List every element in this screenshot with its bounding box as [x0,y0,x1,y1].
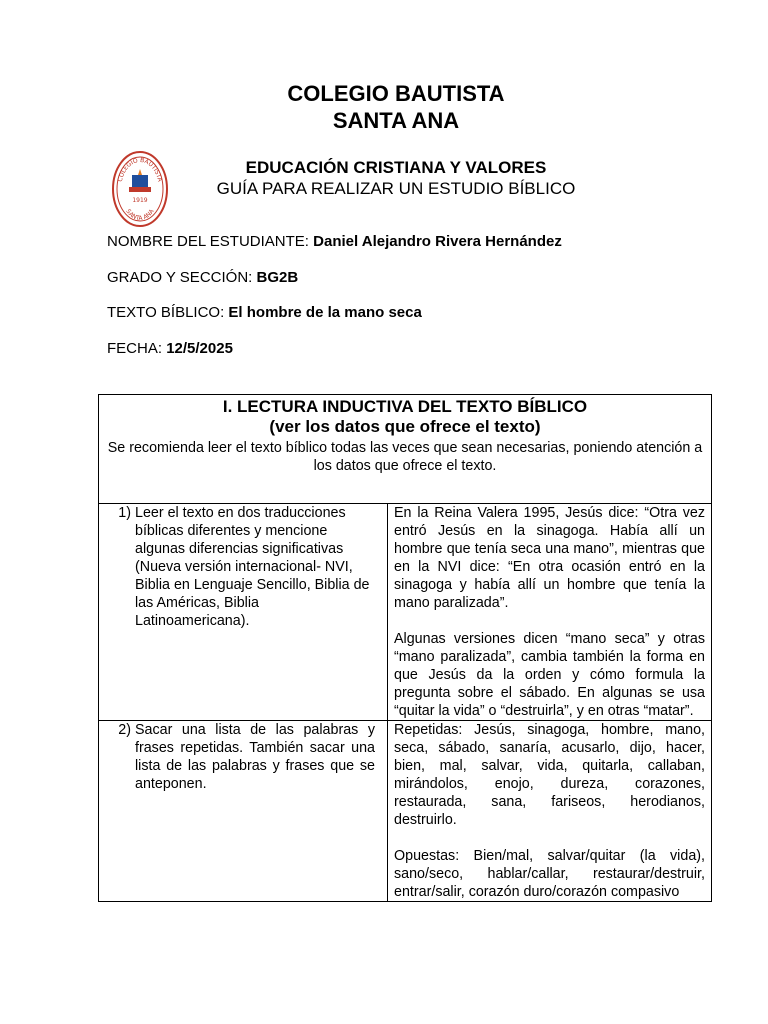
date-field [107,340,233,358]
question-text: Leer el texto en dos traducciones bíblicas diferentes y mencione algunas diferencias significativas (Nueva versión internacional- NVI, Biblia en Lenguaje Sencillo, Biblia de las Américas, Biblia Latinoamericana). [135,505,370,629]
grade-value: BG2B [256,269,299,286]
table-row [99,721,712,902]
svg-text:1919: 1919 [132,197,148,204]
student-label: NOMBRE DEL ESTUDIANTE: [107,233,314,250]
student-name-field [107,233,562,251]
subject-title: EDUCACIÓN CRISTIANA Y VALORES [245,158,547,177]
section-title [105,395,705,437]
question-cell [99,504,388,721]
bible-text-label: TEXTO BÍBLICO: [107,304,229,321]
section-header [99,395,712,504]
answer-paragraph: Repetidas: Jesús, sinagoga, hombre, mano, seca, sábado, sanaría, acusarlo, dijo, hacer, bien, mal, salvar, vida, quitarla, callaban, mirándolos, enojo, dureza, corazones, restaurada, sana, fariseos, herodianos, destruirlo. [394,722,705,828]
answer-paragraph: Algunas versiones dicen “mano seca” y otras “mano paralizada”, cambia también la forma en que Jesús da la orden y cómo formula la pregunta sobre el sábado. En algunas se usa “quitar la vida” o “destruirla”, y en otras “matar”. [394,631,705,719]
student-value: Daniel Alejandro Rivera Hernández [313,233,562,250]
section-note: Se recomienda leer el texto bíblico todas las veces que sean necesarias, poniendo atención a los datos que ofrece el texto. [107,440,703,474]
svg-text:SANTA ANA: SANTA ANA [124,208,156,223]
bible-text-field [107,304,422,322]
question-cell [99,721,388,902]
answer-paragraph: Opuestas: Bien/mal, salvar/quitar (la vida), sano/seco, hablar/callar, restaurar/destruir, entrar/salir, corazón duro/corazón compasivo [394,848,705,900]
section-title-line1: I. LECTURA INDUCTIVA DEL TEXTO BÍBLICO [222,397,588,416]
grade-field [107,269,298,287]
grade-label: GRADO Y SECCIÓN: [107,269,257,286]
bible-text-value: El hombre de la mano seca [228,304,422,321]
school-name-line1: COLEGIO BAUTISTA [287,81,505,106]
date-label: FECHA: [107,340,167,357]
answer-paragraph: En la Reina Valera 1995, Jesús dice: “Otra vez entró Jesús en la sinagoga. Había allí un hombre que tenía seca una mano”, mientras que en la NVI dice: “En otra ocasión entró en la sinagoga y había allí un hombre que tenía la mano paralizada”. [394,505,705,611]
question-number: 2) [118,722,131,738]
section-title-line2: (ver los datos que ofrece el texto) [269,417,541,436]
table-row [99,504,712,721]
school-name-line2: SANTA ANA [332,108,460,133]
svg-text:COLEGIO BAUTISTA: COLEGIO BAUTISTA [116,156,164,183]
question-number: 1) [118,505,131,521]
study-table [98,394,712,902]
question-text: Sacar una lista de las palabras y frases repetidas. También sacar una lista de las palabras y frases que se anteponen. [135,722,375,792]
answer-cell [388,721,712,902]
subject-header [0,157,768,199]
guide-title: GUÍA PARA REALIZAR UN ESTUDIO BÍBLICO [216,179,576,198]
date-value: 12/5/2025 [166,340,233,357]
answer-cell [388,504,712,721]
school-name [0,80,768,134]
